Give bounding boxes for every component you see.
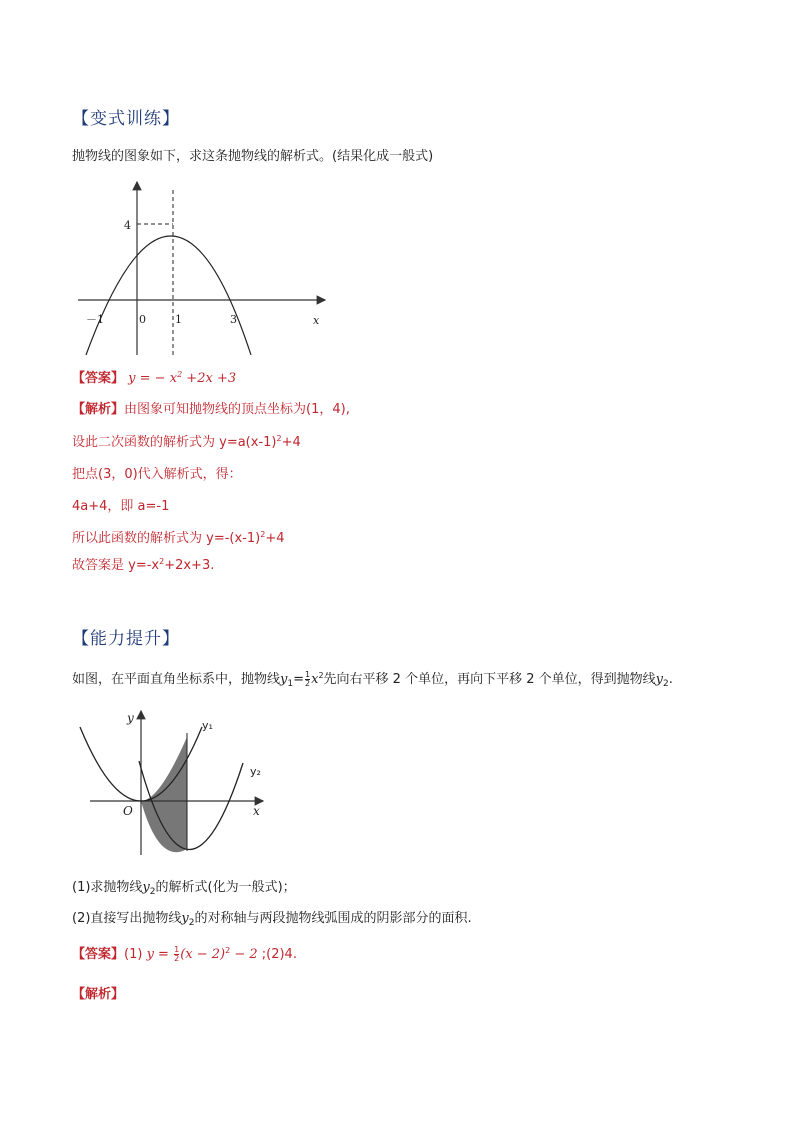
x-tick-3: 3 (230, 313, 237, 326)
analysis-tag: 【解析】 (72, 402, 125, 417)
section-title-ability: 【能力提升】 (72, 629, 180, 649)
label-y1: y₁ (202, 719, 213, 732)
parabola-graph-1 (70, 180, 335, 360)
x-tick-neg1: －1 (86, 313, 104, 326)
part-2-text: (2)直接写出抛物线$y_2$的对称轴与两段抛物线弧围成的阴影部分的面积. (72, 911, 472, 928)
analysis-tag-2: 【解析】 (72, 987, 125, 1002)
analysis-line-6: 故答案是 $y=-x^2+2x+3$. (72, 557, 215, 573)
analysis-line-2: 设此二次函数的解析式为 $y=a(x-1)^2+4$ (72, 434, 301, 450)
x-axis-label: x (313, 314, 320, 327)
parabola-curve (86, 236, 251, 355)
label-y2: y₂ (250, 765, 261, 778)
parabola-graph-2 (75, 705, 275, 865)
y-axis-label-2: y (127, 711, 134, 725)
question-2-text: 如图，在平面直角坐标系中，抛物线$y_1=$ $\frac{1}{2}$ $x^2$先向右平移 2 个单位，再向下平移 2 个单位，得到抛物线$y_2$. (72, 670, 673, 689)
shaded-region-lower (141, 801, 187, 852)
answer-expression: y = − $x^2 +2x +3$ (128, 370, 237, 386)
analysis-line-5: 所以此函数的解析式为 $y=-(x-1)^2+4$ (72, 530, 285, 546)
part-1-text: (1)求抛物线$y_2$的解析式(化为一般式)； (72, 880, 296, 897)
origin-label: O (123, 804, 133, 818)
answer-line-2: 【答案】(1) y = $\frac{1}{2}$ $(x - 2)^2 - 2$ ;(2)4. (72, 945, 297, 963)
answer-line-1 (72, 367, 236, 386)
fraction-half: $\frac{1}{2}$ (305, 670, 311, 688)
x-tick-1: 1 (175, 313, 182, 326)
answer-tag: 【答案】 (72, 371, 125, 386)
section-title-variant-training: 【变式训练】 (72, 109, 180, 129)
analysis-line-1: 【解析】由图象可知抛物线的顶点坐标为(1，4), (72, 402, 350, 417)
answer-fraction: $\frac{1}{2}$ (174, 945, 180, 963)
y-tick-4: 4 (124, 219, 131, 232)
answer-tag-2: 【答案】 (72, 947, 125, 962)
x-tick-0: 0 (139, 313, 146, 326)
analysis-line-3: 把点(3，0)代入解析式，得： (72, 467, 242, 482)
x-axis-label-2: x (253, 804, 260, 818)
analysis-line-4: 4a+4，即 a=-1 (72, 499, 170, 514)
analysis-line-2-header (72, 983, 124, 1002)
question-text: 抛物线的图象如下，求这条抛物线的解析式。(结果化成一般式) (72, 149, 434, 164)
